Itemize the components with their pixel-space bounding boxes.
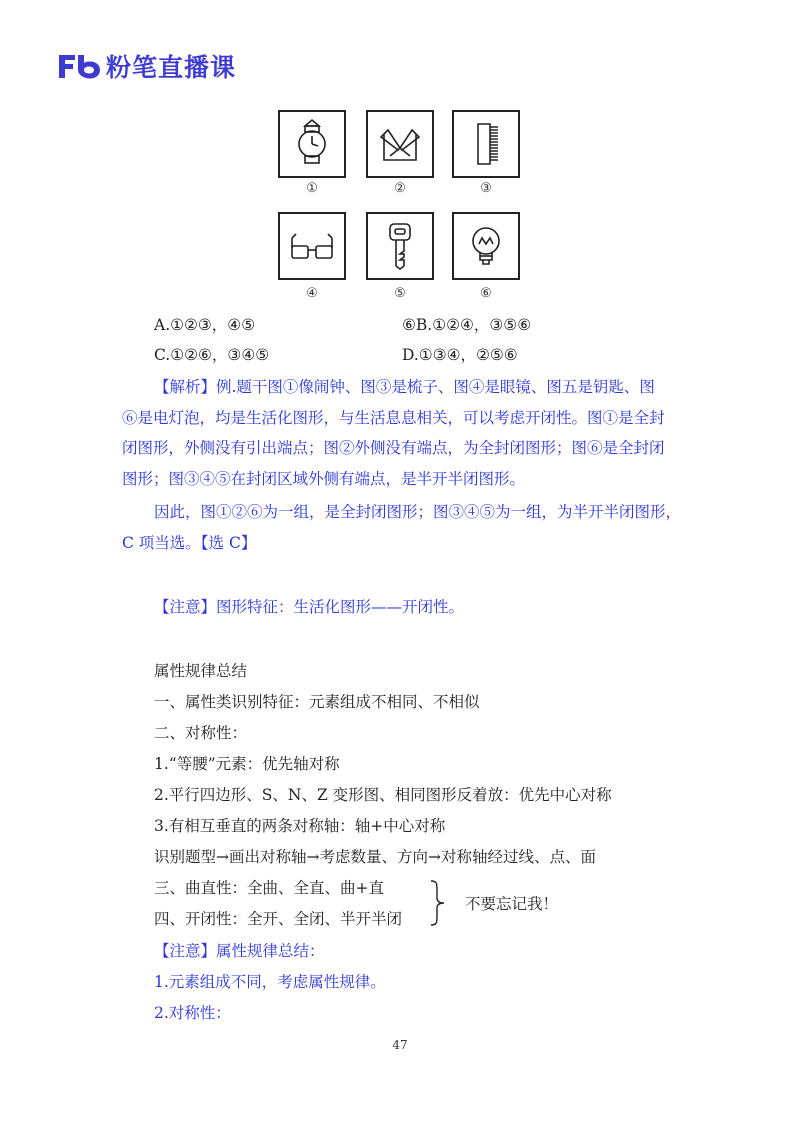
brand-logo <box>56 48 236 84</box>
figure-4-label: ④ <box>306 286 318 301</box>
summary-item-5: 3.有相互垂直的两条对称轴：轴+中心对称 <box>154 817 446 835</box>
analysis-line-1: 【解析】例.题干图①像闹钟、图③是梳子、图④是眼镜、图五是钥匙、图 <box>154 378 655 396</box>
option-d: D.①③④，②⑤⑥ <box>402 346 518 364</box>
watch-icon <box>280 112 344 176</box>
note2-item-2: 2.对称性： <box>154 1004 231 1022</box>
figure-6 <box>452 212 520 280</box>
glasses-icon <box>280 214 344 278</box>
analysis-line-4: 图形；图③④⑤在封闭区域外侧有端点，是半开半闭图形。 <box>122 470 526 488</box>
lightbulb-icon <box>454 214 518 278</box>
note2-item-1: 1.元素组成不同，考虑属性规律。 <box>154 973 386 991</box>
figure-1 <box>278 110 346 178</box>
figure-3-label: ③ <box>480 181 492 196</box>
figure-2 <box>366 110 434 178</box>
figure-4 <box>278 212 346 280</box>
option-c: C.①②⑥，③④⑤ <box>154 346 270 364</box>
analysis-line-2: ⑥是电灯泡，均是生活化图形，与生活息息相关，可以考虑开闭性。图①是全封 <box>122 409 665 427</box>
fb-logo-icon <box>56 51 102 81</box>
key-icon <box>368 214 432 278</box>
brand-name: 粉笔直播课 <box>106 53 237 82</box>
summary-reminder: 不要忘记我！ <box>465 895 559 913</box>
summary-item-6: 识别题型→画出对称轴→考虑数量、方向→对称轴经过线、点、面 <box>154 848 596 866</box>
analysis-note: 【注意】图形特征：生活化图形——开闭性。 <box>154 598 465 616</box>
figure-6-label: ⑥ <box>480 286 492 301</box>
comb-icon <box>454 112 518 176</box>
summary-item-8: 四、开闭性：全开、全闭、半开半闭 <box>154 910 403 928</box>
summary-item-7: 三、曲直性：全曲、全直、曲+直 <box>154 879 384 897</box>
option-b: ⑥B.①②④，③⑤⑥ <box>402 316 532 334</box>
page-number: 47 <box>392 1038 408 1052</box>
figure-1-label: ① <box>306 181 318 196</box>
analysis-line-6: C 项当选。【选 C】 <box>122 534 257 552</box>
figure-3 <box>452 110 520 178</box>
summary-item-4: 2.平行四边形、S、N、Z 变形图、相同图形反着放：优先中心对称 <box>154 786 612 804</box>
figure-2-label: ② <box>394 181 406 196</box>
summary-item-2: 二、对称性： <box>154 724 248 742</box>
summary-item-3: 1.“等腰”元素：优先轴对称 <box>154 755 340 773</box>
analysis-line-3: 闭图形，外侧没有引出端点；图②外侧没有端点，为全封闭图形；图⑥是全封闭 <box>122 439 665 457</box>
option-a: A.①②③，④⑤ <box>154 316 256 334</box>
envelope-icon <box>368 112 432 176</box>
note2-title: 【注意】属性规律总结： <box>154 942 325 960</box>
right-brace-icon <box>429 880 447 926</box>
summary-title: 属性规律总结 <box>154 662 248 680</box>
figure-5 <box>366 212 434 280</box>
figure-5-label: ⑤ <box>394 286 406 301</box>
analysis-line-5: 因此，图①②⑥为一组，是全封闭图形；图③④⑤为一组，为半开半闭图形， <box>154 503 682 521</box>
summary-item-1: 一、属性类识别特征：元素组成不相同、不相似 <box>154 693 480 711</box>
